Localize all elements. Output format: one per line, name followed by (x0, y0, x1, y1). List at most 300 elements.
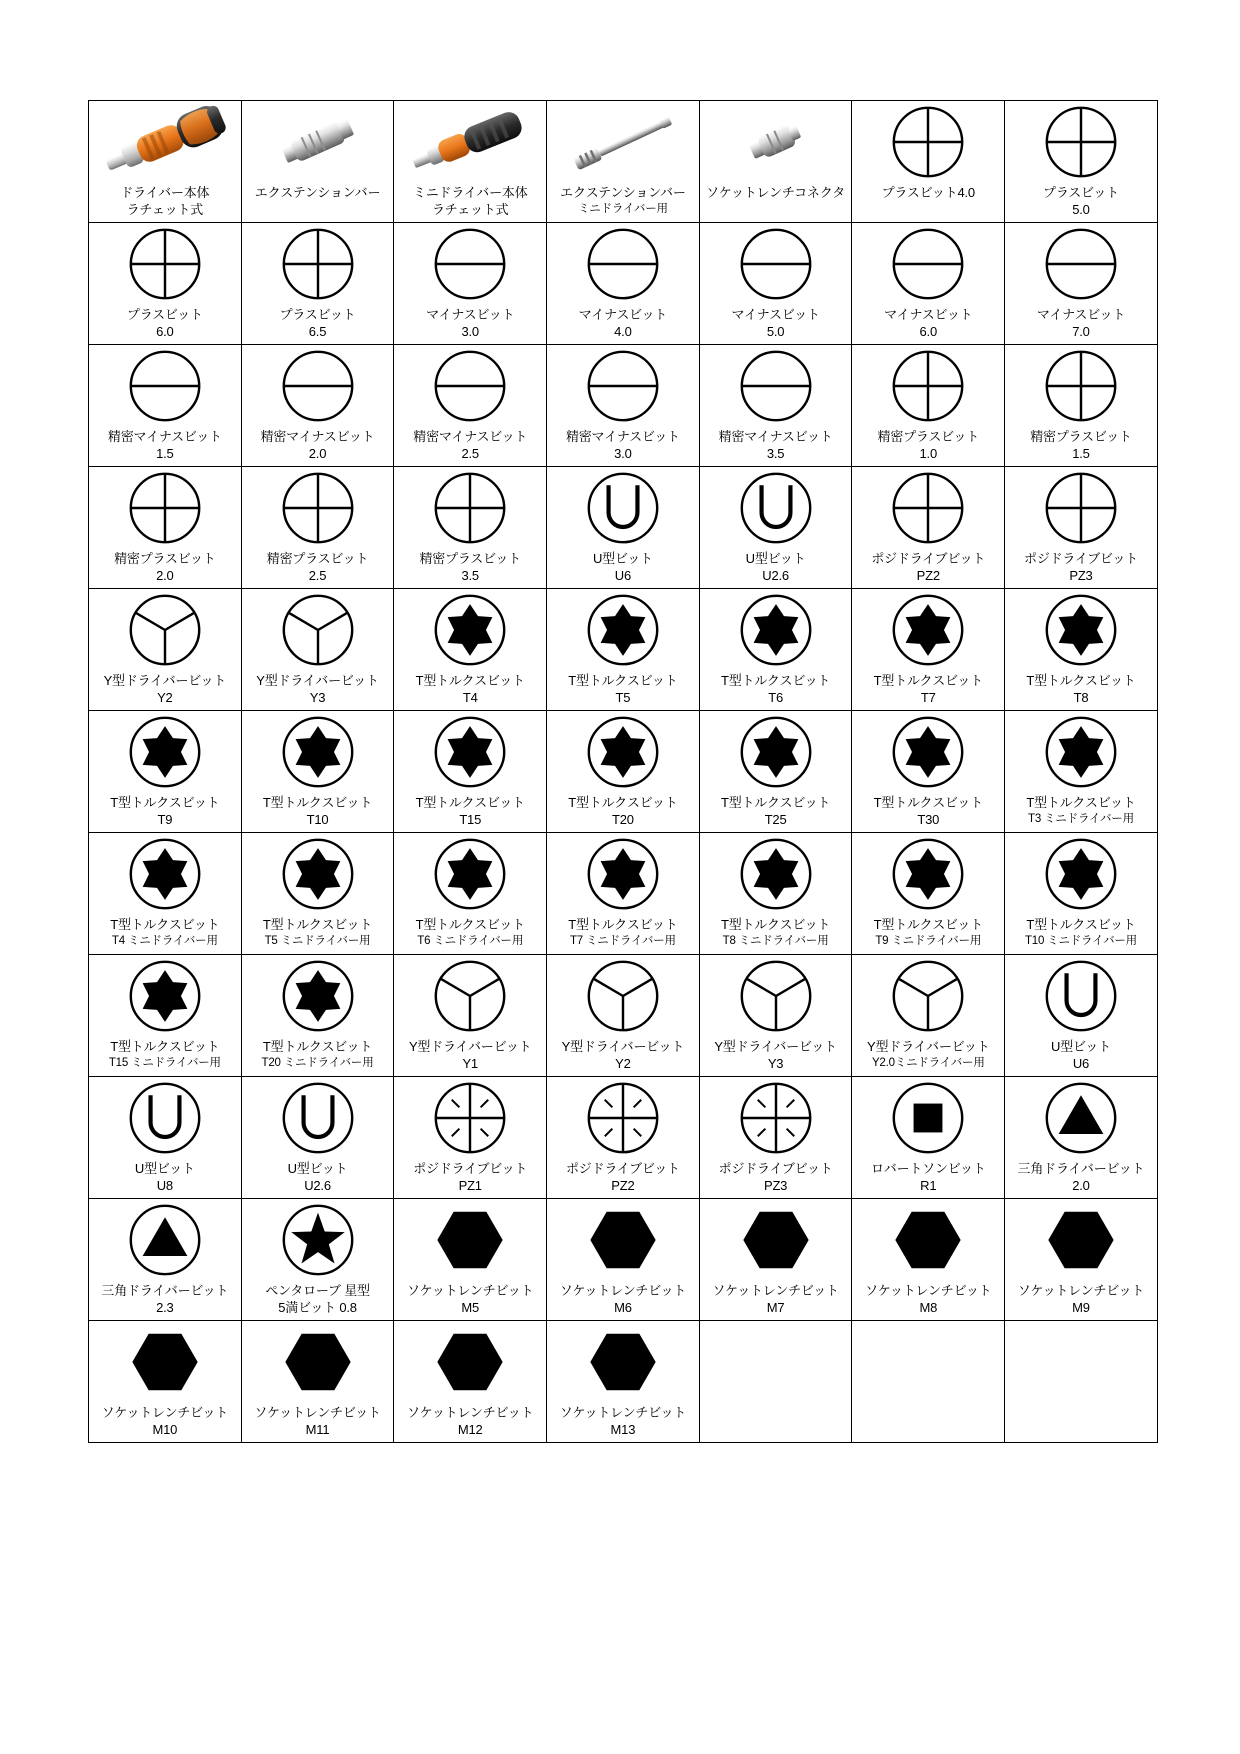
bit-name: ソケットレンチビット (254, 1405, 381, 1420)
bit-name: マイナスビット (731, 307, 820, 322)
bit-caption (242, 1159, 394, 1198)
bit-cell[interactable] (89, 1077, 242, 1199)
bit-caption (1005, 671, 1157, 710)
bit-cell[interactable] (241, 955, 394, 1077)
bit-cell[interactable] (394, 589, 547, 711)
bit-cell[interactable] (852, 101, 1005, 223)
bit-name: T型トルクスビット (720, 795, 831, 810)
phillips-icon (852, 345, 1004, 427)
bit-size: 7.0 (1072, 324, 1090, 339)
ybit-icon (89, 589, 241, 671)
bit-cell[interactable] (89, 955, 242, 1077)
bit-name: T型トルクスビット (568, 795, 678, 810)
bit-size: M7 (766, 1300, 785, 1315)
bit-chart-sheet (88, 100, 1150, 1443)
bit-cell[interactable] (394, 1077, 547, 1199)
bit-caption (700, 1037, 852, 1076)
bit-name: プラスビット4.0 (881, 185, 975, 200)
bit-caption (242, 183, 394, 205)
table-row (89, 345, 1158, 467)
bit-name: 三角ドライバービット (1017, 1161, 1145, 1176)
table-row (89, 955, 1158, 1077)
bit-name: マイナスビット (1036, 307, 1126, 322)
bit-name: 精密プラスビット (114, 551, 216, 566)
bit-caption (1005, 549, 1157, 588)
bit-caption (1005, 1281, 1157, 1320)
bit-cell[interactable] (699, 101, 852, 223)
slot-icon (700, 223, 852, 305)
bit-caption (547, 183, 699, 222)
bit-cell[interactable] (547, 101, 700, 223)
bit-cell[interactable] (699, 589, 852, 711)
bit-cell[interactable] (1005, 1077, 1158, 1199)
bit-caption (1005, 1159, 1157, 1198)
table-row (89, 711, 1158, 833)
bit-cell[interactable] (547, 711, 700, 833)
bit-size: PZ1 (458, 1178, 482, 1193)
bit-name: マイナスビット (578, 307, 668, 322)
bit-cell[interactable] (241, 589, 394, 711)
bit-size: M13 (610, 1422, 636, 1437)
table-row (89, 589, 1158, 711)
hex-icon (394, 1199, 546, 1281)
bit-caption (700, 305, 852, 344)
bit-cell[interactable] (89, 589, 242, 711)
phillips-icon (394, 467, 546, 549)
hex-icon (1005, 1199, 1157, 1281)
ubit-icon (89, 1077, 241, 1159)
bit-size: T5 ミニドライバー用 (264, 935, 371, 947)
bit-cell[interactable] (394, 833, 547, 955)
pozidriv-icon (547, 1077, 699, 1159)
bit-caption (242, 1403, 394, 1442)
table-row (89, 1077, 1158, 1199)
bit-cell[interactable] (1005, 223, 1158, 345)
hex-icon (700, 1199, 852, 1281)
bit-cell[interactable] (699, 1077, 852, 1199)
bit-name: 精密マイナスビット (413, 429, 528, 444)
bit-cell[interactable] (394, 101, 547, 223)
bit-cell[interactable] (547, 1321, 700, 1443)
bit-cell[interactable] (852, 955, 1005, 1077)
bit-caption (89, 549, 241, 588)
photo-mini-driver-icon (394, 101, 546, 183)
bit-size: T10 (306, 812, 329, 827)
bit-caption (242, 1281, 394, 1320)
bit-size: 2.5 (461, 446, 479, 461)
bit-size: T8 ミニドライバー用 (722, 935, 829, 947)
bit-size: U6 (1072, 1056, 1090, 1071)
bit-name: 精密マイナスビット (107, 429, 222, 444)
phillips-icon (89, 467, 241, 549)
slot-icon (89, 345, 241, 427)
photo-extension-bar-mini-icon (547, 101, 699, 183)
bit-cell[interactable] (547, 345, 700, 467)
slot-icon (394, 223, 546, 305)
bit-name: T型トルクスビット (873, 673, 983, 688)
torx-icon (242, 955, 394, 1037)
bit-caption (89, 1037, 241, 1076)
bit-name: Y型ドライバービット (561, 1039, 685, 1054)
bit-cell[interactable] (89, 345, 242, 467)
bit-name: T型トルクスビット (110, 1039, 220, 1054)
bit-name: T型トルクスビット (110, 795, 220, 810)
bit-size: 2.0 (308, 446, 327, 461)
bit-cell[interactable] (241, 467, 394, 589)
torx-icon (394, 711, 546, 793)
bit-name: ポジドライブビット (1024, 551, 1138, 566)
bit-caption (547, 793, 699, 832)
bit-name: Y型ドライバービット (408, 1039, 532, 1054)
bit-size: ラチェット式 (126, 202, 204, 217)
bit-caption (394, 183, 546, 222)
bit-size: 2.3 (156, 1300, 174, 1315)
table-row (89, 101, 1158, 223)
bit-cell[interactable] (1005, 1199, 1158, 1321)
bit-caption (852, 183, 1004, 205)
bit-size: T15 ミニドライバー用 (108, 1057, 221, 1069)
bit-name: ペンタローブ 星型 (265, 1283, 370, 1298)
bit-size: U2.6 (304, 1178, 331, 1193)
ubit-icon (700, 467, 852, 549)
bit-cell[interactable] (394, 467, 547, 589)
phillips-icon (89, 223, 241, 305)
slot-icon (700, 345, 852, 427)
bit-name: T型トルクスビット (262, 1039, 373, 1054)
bit-cell[interactable] (1005, 955, 1158, 1077)
bit-cell[interactable] (547, 589, 700, 711)
bit-cell[interactable] (241, 833, 394, 955)
bit-name: 精密プラスビット (1030, 429, 1132, 444)
bit-cell[interactable] (1005, 101, 1158, 223)
bit-size: 5.0 (766, 324, 785, 339)
bit-size: T7 ミニドライバー用 (569, 935, 676, 947)
bit-name: ソケットレンチビット (712, 1283, 839, 1298)
slot-icon (1005, 223, 1157, 305)
ybit-icon (394, 955, 546, 1037)
bit-cell[interactable] (394, 711, 547, 833)
bit-cell[interactable] (89, 467, 242, 589)
bit-size: PZ3 (1069, 568, 1093, 583)
bit-name: 三角ドライバービット (101, 1283, 229, 1298)
bit-size: T25 (764, 812, 787, 827)
bit-cell[interactable] (394, 1321, 547, 1443)
bit-caption (394, 915, 546, 954)
torx-icon (89, 833, 241, 915)
bit-cell[interactable] (547, 833, 700, 955)
torx-icon (89, 955, 241, 1037)
bit-caption (700, 183, 852, 205)
bit-size: M12 (457, 1422, 483, 1437)
bit-cell[interactable] (241, 101, 394, 223)
bit-cell[interactable] (89, 101, 242, 223)
bit-cell[interactable] (547, 1199, 700, 1321)
bit-cell[interactable] (547, 955, 700, 1077)
bit-cell[interactable] (852, 833, 1005, 955)
bit-caption (852, 793, 1004, 832)
pozidriv-icon (700, 1077, 852, 1159)
bit-caption (242, 1037, 394, 1076)
bit-cell[interactable] (241, 1077, 394, 1199)
bit-name: エクステンションバー (254, 185, 381, 200)
bit-cell[interactable] (852, 345, 1005, 467)
bit-name: ソケットレンチコネクタ (706, 185, 846, 200)
bit-size: Y1 (462, 1056, 478, 1071)
slot-icon (852, 223, 1004, 305)
phillips-icon (1005, 101, 1157, 183)
bit-caption (89, 1281, 241, 1320)
torx-icon (700, 711, 852, 793)
bit-cell[interactable] (394, 345, 547, 467)
slot-icon (242, 345, 394, 427)
bit-caption (852, 1037, 1004, 1076)
bit-name: ソケットレンチビット (101, 1405, 229, 1420)
bit-cell[interactable] (547, 467, 700, 589)
torx-icon (394, 589, 546, 671)
bit-name: T型トルクスビット (1026, 917, 1136, 932)
bit-cell[interactable] (699, 223, 852, 345)
bit-size: T10 ミニドライバー用 (1024, 935, 1137, 947)
bit-caption (700, 915, 852, 954)
bit-caption (700, 1281, 852, 1320)
bit-name: エクステンションバー (560, 185, 686, 200)
bit-size: T20 ミニドライバー用 (261, 1057, 374, 1069)
bit-name: T型トルクスビット (720, 917, 831, 932)
bit-caption (852, 1159, 1004, 1198)
bit-caption (852, 671, 1004, 710)
bit-size: Y3 (767, 1056, 784, 1071)
bit-size: 1.0 (919, 446, 938, 461)
bit-cell[interactable] (699, 1199, 852, 1321)
bit-name: ポジドライブビット (565, 1161, 680, 1176)
bit-size: T9 ミニドライバー用 (875, 935, 982, 947)
bit-chart-table (88, 100, 1158, 1443)
bit-name: ドライバー本体 (120, 185, 210, 200)
triangle-icon (1005, 1077, 1157, 1159)
slot-icon (547, 345, 699, 427)
bit-size: T5 (615, 690, 631, 705)
bit-name: ソケットレンチビット (559, 1405, 687, 1420)
bit-size: 1.5 (1072, 446, 1090, 461)
table-row (89, 1199, 1158, 1321)
bit-chart-body (89, 101, 1158, 1443)
bit-name: マイナスビット (426, 307, 515, 322)
torx-icon (852, 711, 1004, 793)
bit-name: 精密マイナスビット (565, 429, 680, 444)
bit-cell[interactable] (394, 223, 547, 345)
bit-cell[interactable] (699, 833, 852, 955)
bit-size: 2.0 (156, 568, 174, 583)
bit-name: T型トルクスビット (262, 795, 373, 810)
bit-caption (547, 1281, 699, 1320)
bit-size: T30 (917, 812, 940, 827)
bit-caption (852, 549, 1004, 588)
bit-size: T4 (462, 690, 478, 705)
bit-name: Y型ドライバービット (103, 673, 227, 688)
phillips-icon (242, 467, 394, 549)
bit-name: U型ビット (1051, 1039, 1111, 1054)
bit-cell[interactable] (852, 223, 1005, 345)
bit-cell[interactable] (1005, 589, 1158, 711)
bit-cell[interactable] (1005, 345, 1158, 467)
bit-cell[interactable] (241, 223, 394, 345)
bit-name: プラスビット (279, 307, 356, 322)
phillips-icon (852, 101, 1004, 183)
slot-icon (394, 345, 546, 427)
torx-icon (242, 711, 394, 793)
bit-cell[interactable] (852, 1077, 1005, 1199)
bit-cell[interactable] (89, 711, 242, 833)
bit-caption (242, 305, 394, 344)
bit-name: 精密マイナスビット (260, 429, 375, 444)
bit-caption (547, 549, 699, 588)
ubit-icon (547, 467, 699, 549)
bit-cell[interactable] (852, 1199, 1005, 1321)
bit-caption (394, 1403, 546, 1442)
bit-caption (700, 793, 852, 832)
bit-cell[interactable] (1005, 711, 1158, 833)
bit-size: 2.5 (308, 568, 327, 583)
bit-caption (394, 793, 546, 832)
bit-name: ポジドライブビット (413, 1161, 528, 1176)
torx-icon (1005, 589, 1157, 671)
bit-caption (89, 793, 241, 832)
bit-size: U8 (156, 1178, 173, 1193)
bit-cell[interactable] (89, 1199, 242, 1321)
bit-cell[interactable] (241, 1199, 394, 1321)
bit-cell[interactable] (394, 955, 547, 1077)
bit-size: T15 (459, 812, 482, 827)
table-row (89, 467, 1158, 589)
bit-caption (394, 549, 546, 588)
bit-size: T6 (768, 690, 783, 705)
bit-cell[interactable] (547, 1077, 700, 1199)
bit-caption (242, 793, 394, 832)
bit-name: U型ビット (287, 1161, 348, 1176)
torx-icon (700, 833, 852, 915)
phillips-icon (1005, 345, 1157, 427)
bit-name: U型ビット (745, 551, 806, 566)
bit-size: T3 ミニドライバー用 (1028, 813, 1134, 825)
torx-icon (242, 833, 394, 915)
bit-cell[interactable] (89, 833, 242, 955)
bit-name: ソケットレンチビット (407, 1405, 534, 1420)
bit-cell[interactable] (547, 223, 700, 345)
ubit-icon (242, 1077, 394, 1159)
bit-size: Y2 (615, 1056, 631, 1071)
torx-icon (852, 589, 1004, 671)
bit-name: T型トルクスビット (873, 917, 983, 932)
bit-size: T8 (1073, 690, 1089, 705)
bit-cell[interactable] (89, 223, 242, 345)
bit-size: M9 (1072, 1300, 1090, 1315)
bit-caption (242, 427, 394, 466)
bit-cell[interactable] (699, 711, 852, 833)
bit-size: 6.0 (919, 324, 938, 339)
bit-cell[interactable] (1005, 467, 1158, 589)
bit-caption (547, 671, 699, 710)
table-row (89, 223, 1158, 345)
empty-cell (699, 1321, 852, 1443)
bit-caption (394, 427, 546, 466)
bit-caption (700, 1159, 852, 1198)
photo-driver-main-icon (89, 101, 241, 183)
bit-name: T型トルクスビット (262, 917, 373, 932)
bit-size: 4.0 (614, 324, 632, 339)
bit-size: T6 ミニドライバー用 (417, 935, 524, 947)
bit-size: Y3 (309, 690, 326, 705)
bit-cell[interactable] (89, 1321, 242, 1443)
ybit-icon (700, 955, 852, 1037)
bit-caption (394, 671, 546, 710)
bit-name: 精密マイナスビット (718, 429, 833, 444)
bit-cell[interactable] (852, 711, 1005, 833)
photo-extension-bar-icon (242, 101, 394, 183)
bit-caption (547, 915, 699, 954)
bit-name: Y型ドライバービット (867, 1039, 990, 1054)
ubit-icon (1005, 955, 1157, 1037)
bit-cell[interactable] (394, 1199, 547, 1321)
bit-caption (547, 1159, 699, 1198)
bit-cell[interactable] (699, 467, 852, 589)
bit-caption (394, 305, 546, 344)
bit-size: T9 (157, 812, 173, 827)
bit-size: T20 (612, 812, 634, 827)
bit-name: T型トルクスビット (1026, 795, 1136, 810)
torx-icon (547, 711, 699, 793)
bit-cell[interactable] (241, 1321, 394, 1443)
bit-caption (1005, 183, 1157, 222)
bit-name: ロバートソンビット (870, 1161, 986, 1176)
bit-cell[interactable] (1005, 833, 1158, 955)
slot-icon (547, 223, 699, 305)
bit-size: M6 (614, 1300, 632, 1315)
ybit-icon (852, 955, 1004, 1037)
bit-cell[interactable] (852, 467, 1005, 589)
bit-name: プラスビット (126, 307, 203, 322)
bit-caption (700, 549, 852, 588)
bit-cell[interactable] (241, 345, 394, 467)
bit-caption (89, 183, 241, 222)
phillips-icon (852, 467, 1004, 549)
square-icon (852, 1077, 1004, 1159)
bit-cell[interactable] (699, 955, 852, 1077)
bit-name: T型トルクスビット (415, 917, 525, 932)
bit-size: U2.6 (762, 568, 789, 583)
star5-icon (242, 1199, 394, 1281)
bit-name: T型トルクスビット (1026, 673, 1136, 688)
bit-name: ミニドライバー本体 (412, 185, 528, 200)
bit-cell[interactable] (699, 345, 852, 467)
table-row (89, 1321, 1158, 1443)
bit-name: T型トルクスビット (415, 673, 525, 688)
bit-cell[interactable] (241, 711, 394, 833)
bit-caption (394, 1159, 546, 1198)
bit-name: T型トルクスビット (568, 917, 678, 932)
bit-size: R1 (920, 1178, 937, 1193)
bit-size: 5満ビット 0.8 (278, 1300, 357, 1315)
bit-caption (89, 1159, 241, 1198)
torx-icon (547, 833, 699, 915)
bit-name: ソケットレンチビット (559, 1283, 687, 1298)
bit-cell[interactable] (852, 589, 1005, 711)
bit-caption (547, 305, 699, 344)
bit-name: 精密プラスビット (419, 551, 521, 566)
phillips-icon (1005, 467, 1157, 549)
bit-caption (242, 671, 394, 710)
bit-caption (242, 549, 394, 588)
empty-cell (852, 1321, 1005, 1443)
